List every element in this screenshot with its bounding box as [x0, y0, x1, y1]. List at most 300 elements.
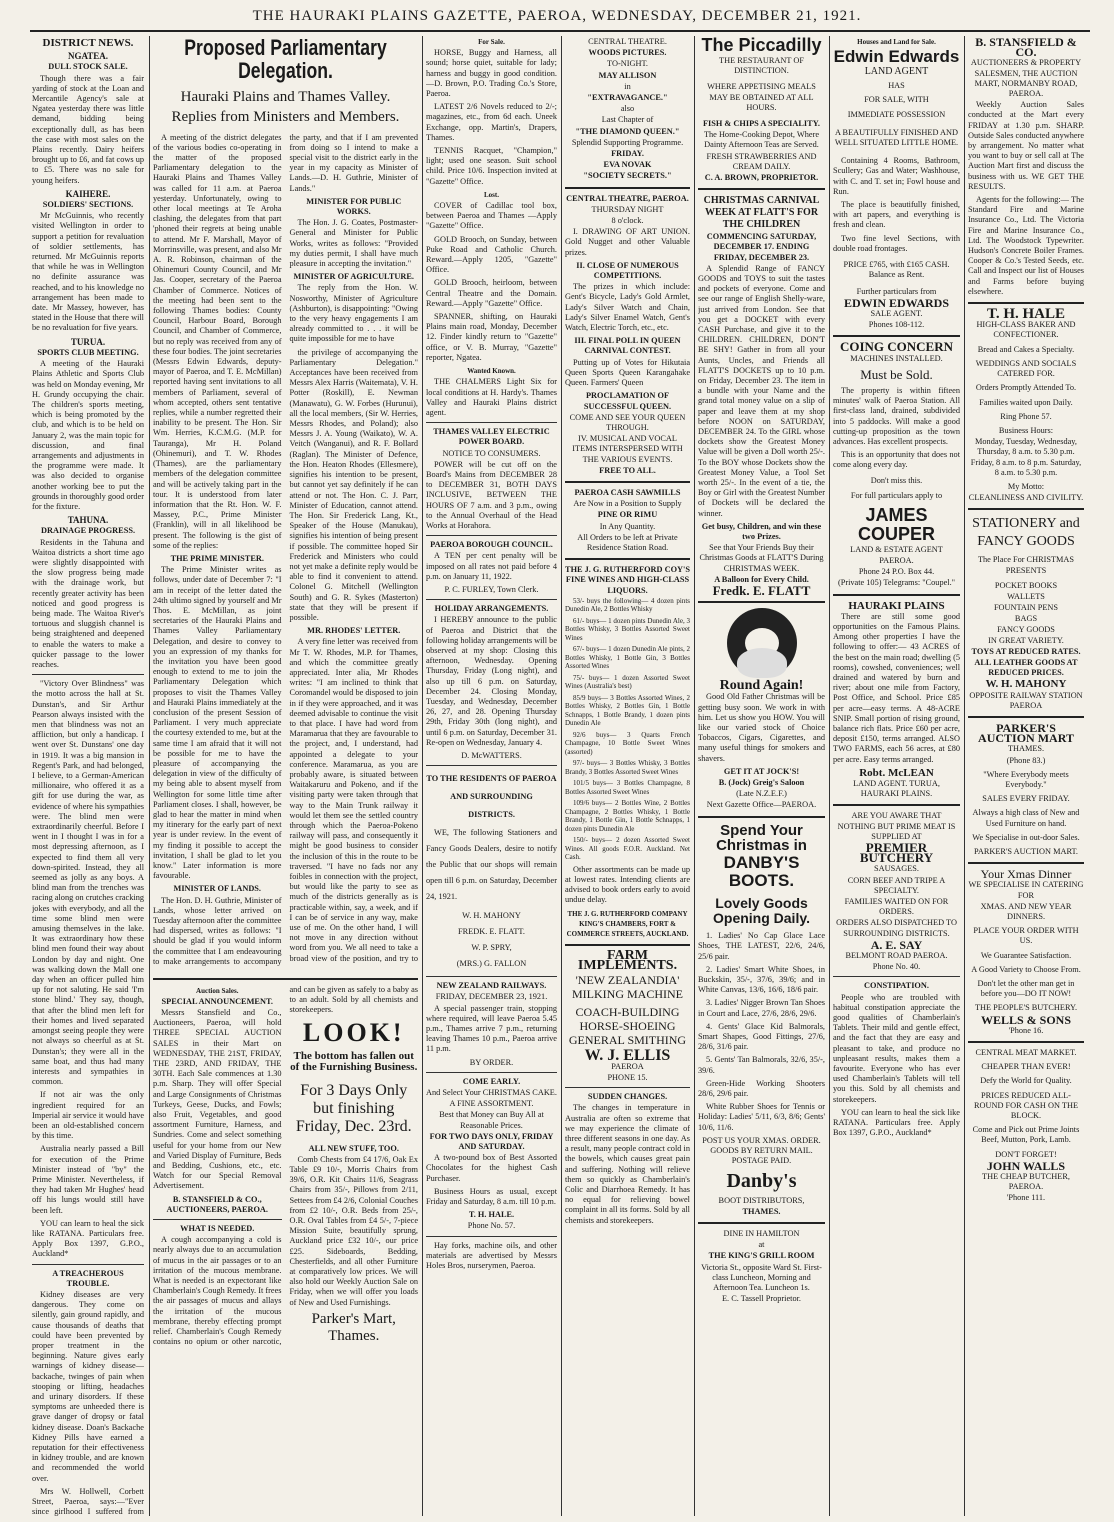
ad-line: DINE IN HAMILTON [723, 1228, 800, 1238]
ad-line: Don't miss this. [870, 475, 923, 485]
column-rule [964, 36, 965, 1516]
article-heading: SPORTS CLUB MEETING. [37, 347, 139, 357]
danbys-boots: DANBY'S BOOTS. [723, 853, 800, 891]
divider [698, 601, 825, 603]
divider [153, 978, 418, 980]
classified: Hay forks, machine oils, and other materials are advertised by Messrs Holes Bros, nurserymen, Paeroa. [426, 1240, 557, 1271]
ad-line: Get busy, Children, and win these two Prizes. [701, 521, 822, 542]
deck-2: Replies from Ministers and Members. [171, 109, 400, 126]
ratana-ad: YOU can learn to heal the sick like RATANA. Particulars free. Apply Box 1397, G.P.O., Auckland* [833, 1107, 960, 1138]
houses-heading: Houses and Land for Sale. [857, 38, 936, 46]
section-kaihere: KAIHERE. [65, 188, 111, 199]
classified: TENNIS Racquet, "Champion," light; used one season. Suit school child. Price 10/6. Inspection invited at "Gazette" Office. [426, 146, 557, 186]
article-text: A meeting of the Hauraki Plains Athletic and Sports Club was held on Monday evening, Mr H. Grundy occupying the chair. The children's sports meeting, which is being promoted by the club, and which is to be held on January 2, was the main topic for discussion, and final arrangements and adjustments in the programme were made. It was also decided to organise another working bee to put the grounds in thoroughly good order for the fixture. [32, 359, 144, 511]
ad-heading: COME EARLY. [462, 1076, 521, 1086]
film: "EXTRAVAGANCE." [587, 93, 668, 103]
liquor-item: 67/- buys— 1 dozen Dunedin Ale pints, 2 Bottles Whisky, 1 Bottle Gin, 3 Bottles Assorted Wines [565, 645, 690, 671]
ad-text: I. DRAWING OF ART UNION. Gold Nugget and other Valuable prizes. [565, 227, 690, 257]
parkers-auction: PARKER'S AUCTION MART [978, 720, 1074, 746]
ad-text: Other assortments can be made up at lowest rates. Intending clients are advised to book orders early to avoid undue delay. [565, 864, 690, 905]
divider [426, 1072, 557, 1073]
divider [698, 816, 825, 818]
article-heading: CONSTIPATION. [864, 981, 929, 991]
divider [968, 1041, 1084, 1043]
notice-text: A special passenger train, stopping where required, will leave Paeroa 5.45 p.m., Thames arrive 7 p.m., returning leaving Thames 10 p.m., Paeroa arrive 11 p.m. [426, 1003, 557, 1054]
ad-text: The place is beautifully finished, with art papers, and everything is fresh and clean. [833, 200, 960, 230]
ad-line: in [624, 81, 631, 91]
lower-ads [153, 985, 418, 1516]
ad-line: IMMEDIATE POSSESSION [847, 109, 946, 119]
liquor-item: 101/5 buys— 3 Bottles Champagne, 8 Bottles Assorted Sweet Wines [565, 779, 690, 796]
column-classifieds [426, 36, 557, 1516]
ad-line: FRESH STRAWBERRIES AND CREAM DAILY. [706, 151, 817, 171]
ad-line: PAEROA. [879, 555, 914, 565]
classified: THE CHALMERS Light Six for local conditions at H. Hardy's. Thames Valley and Hauraki Plains district agent. [426, 377, 557, 417]
theatre-name: CENTRAL THEATRE. [588, 37, 667, 46]
masthead: THE HAURAKI PLAINS GAZETTE, PAEROA, WEDNESDAY, DECEMBER 21, 1921. [252, 8, 862, 24]
signers [426, 908, 557, 972]
divider [565, 558, 690, 560]
liquor-item: 150/- buys— 2 dozen Assorted Sweet Wines. All goods F.O.R. Auckland. Net Cash. [565, 836, 690, 862]
divider [426, 976, 557, 977]
article-subhead: WHAT IS NEEDED. [180, 1224, 255, 1234]
ad-line: The Home-Cooking Depot, Where Dainty Afternoon Teas are Served. [703, 130, 820, 150]
divider [426, 535, 557, 536]
for-sale-heading: For Sale. [478, 38, 505, 46]
mclean: Robt. McLEAN [859, 766, 934, 779]
liquor-item: 92/6 buys— 3 Quarts French Champagne, 10 Bottle Sweet Wines (assorted) [565, 730, 690, 756]
goods-item: POCKET BOOKS [994, 580, 1058, 590]
shoe-item: 1. Ladies' No Cap Glace Lace Shoes, THE LATEST, 22/6, 24/6, 25/6 pair. [698, 931, 825, 961]
article-subhead: THE PRIME MINISTER. [170, 553, 264, 563]
ad-line: Come and Pick out Prime Joints Beef, Mutton, Pork, Lamb. [972, 1125, 1080, 1145]
column-land-agents [833, 36, 960, 1516]
ad-line: WE SPECIALISE IN CATERING FOR [968, 880, 1084, 900]
ad-line: 8 o'clock. [611, 216, 644, 226]
ad-line: Families waited upon Daily. [979, 397, 1073, 407]
ad-line: II. CLOSE OF NUMEROUS COMPETITIONS. [576, 260, 679, 281]
classified: SPANNER, shifting, on Hauraki Plains main road, Monday, December 12. Finder kindly return to "Gazette" office, or V. B. Murray, "Gazette" reporter, Ngatea. [426, 312, 557, 362]
must-sold: Must be Sold. [860, 366, 933, 382]
flatt: Fredk. E. FLATT [712, 583, 811, 599]
article-text: A cough accompanying a cold is nearly always due to an accumulation of mucus in the air passages or to an irritation of the mucous membrane. What is needed is an expectorant like Chamberlain's Cough Remedy. It frees the air passages of mucus and allays the irritation of the mucous membrane, thereby effecting prompt relief. Chamberlain's Cough Remedy contains no opium or other narcotic, and can be given as safely to a baby as to an adult. Sold by all chemists and storekeepers. [153, 984, 418, 1347]
article-heading: DRAINAGE PROGRESS. [40, 526, 136, 536]
t-h-hale: T. H. HALE [986, 306, 1066, 323]
edwin-edwards: Edwin Edwards [833, 47, 960, 67]
ad-text: The prizes in which include: Gent's Bicycle, Lady's Gold Armlet, Lady's Silver Watch and Chain, Lady's Silver Enamel Watch, Gent's Watch, Electric Torch, etc., etc. [565, 282, 690, 333]
article-text: the privilege of accompanying the Parliamentary Delegation." Acceptances have been received from Messrs Alex Harris (Waitemata), V. H. Potter (Roskill), E. Newman (Manawatu), G. W. Forbes (Hurunui), all the local members, (Sir W. Herries, Messrs Rhodes, and Poland); also Messrs J. A. Young (Waikato), W. A. Veitch (Wanganui), and R. F. Bollard (Raglan). The Minister of Defence, the Hon. Heaton Rhodes (Ellesmere), signifies his intention to be present, but cannot yet say definitely if he can attend or not. The Hon. C. J. Parr, Minister of Education, cannot attend. The Hon. Sir Frederick Lang, Kt., Speaker of the House (Manukau), signifies his intention of being present if possible. The committee hoped Sir Frederick and Ministers who could not yet make a definite reply would be able to find it convenient to attend. Colonel G. Mitchell (Wellington South) and G. R. Sykes (Masterton) state that they will be present if possible. [289, 347, 418, 622]
article-text: People who are troubled with habitual constipation appreciate the good qualities of Chamberlain's Tablets. Their mild and gentle effect, and the fact that they are easy and pleasant to take, and produce no unpleasant results, makes them a favourite. Everyone who has ever used Chamberlain's Tablets will tell you this. Sold by all chemists and storekeepers. [833, 992, 960, 1104]
ad-line: Victoria St., opposite Ward St. First-class Luncheon, Morning and Afternoon Tea. Luncheon 1s. [701, 1262, 822, 1292]
article-text: Residents in the Tahuna and Waitoa districts a short time ago were slightly disappointed with the slow progress being made with the drainage work, but recently greater activity has been noticed and good progress is being made. The Waitoa River's tortuous and sluggish channel is being straightened and deepened to enable the waters to make a quicker passage to the lower reaches. [32, 537, 144, 669]
farm-heading: FARM IMPLEMENTS. [577, 948, 678, 974]
article-text: Comb Chests from £4 17/6, Oak Ex Table £9 10/-, Morris Chairs from 39/6, O.R. Kit Chairs 11/6, Seagrass Chairs from 35/-, Pillows from 2/11, Settees from £4 2/6, Colonial Couches from £2 10/-, O.R. Beds from 25/-, O.R. Oval Tables from £4 5/-, 7-piece Mission Suite, beautifully sprung, Auckland price £32 10/-, our price £25. Sideboards, Bedding, Chesterfields, and all other Furniture at comparatively low prices. We will also hold our Weekly Auction Sale on Friday, when we will offer you loads of New and Used Furnishings. [289, 1154, 418, 1307]
three-days: For 3 Days Only but finishing Friday, Dec. 23rd. [295, 1081, 412, 1135]
ad-line: THAMES. [1007, 744, 1045, 754]
ad-line: HAS [888, 81, 905, 91]
stationery: STATIONERY and FANCY GOODS [972, 516, 1080, 550]
ad-line: B. (Jock) Greig's Saloon [718, 778, 805, 788]
classified: LATEST 2/6 Novels reduced to 2/-; magazines, etc., from 6d each. Uneek Exchange, opp. Martin's, Drapers, Thames. [426, 102, 557, 142]
divider [698, 188, 825, 190]
divider [565, 481, 690, 483]
divider [565, 944, 690, 946]
ad-text: This is an opportunity that does not come along every day. [833, 450, 960, 470]
article-text: Though there was a fair yarding of stock at the Loan and Mercantile Agency's sale at Ngatea yesterday there was little demand, bidding being exceptionally dull, as has been the case with most sales on the Plains recently. Dairy heifers brought up to £6, and fat cows up to £5. There was no sale for young heifers. [32, 73, 144, 185]
divider [698, 1222, 825, 1224]
column-rule [829, 36, 830, 1516]
notice-heading: PAEROA BOROUGH COUNCIL. [430, 540, 553, 550]
ad-line: Ring Phone 57. [1000, 411, 1052, 421]
section-tahuna: TAHUNA. [67, 515, 109, 526]
parkers-mart: Parker's Mart, Thames. [311, 1310, 396, 1344]
ad-line: Don't let the other man get in before you—DO IT NOW! [977, 979, 1075, 999]
masthead-rule [30, 30, 1090, 32]
ad-line: A FINE ASSORTMENT. [449, 1099, 534, 1109]
ad-line: Bread and Cakes a Specialty. [977, 344, 1075, 354]
company: THE J. G. RUTHERFORD COMPANY KING'S CHAMBERS, FORT & COMMERCE STREETS, AUCKLAND. [566, 909, 689, 938]
ad-line: CHEAPER THAN EVER! [981, 1062, 1071, 1072]
liquor-item: 85/9 buys— 3 Bottles Assorted Wines, 2 Bottles Whisky, 2 Bottles Gin, 1 Bottle Schnapps, 1 Bottle Brandy, 1 dozen pints Dunedin Ale [565, 693, 690, 728]
ad-line: Best that Money can Buy All at Reasonable Prices. [439, 1110, 544, 1130]
ad-line: THE CHEAP BUTCHER, PAEROA. [982, 1172, 1070, 1192]
ad-line: TO-NIGHT. [607, 59, 648, 69]
santa-illustration [727, 608, 797, 678]
ad-line: THE KING'S GRILL ROOM [708, 1251, 815, 1261]
notice-sub: NOTICE TO CONSUMERS. [442, 448, 541, 458]
column-piccadilly [698, 36, 825, 1516]
section-turua: TURUA. [70, 336, 106, 347]
ad-line: TOYS AT REDUCED RATES. [971, 646, 1081, 656]
goods-item: FANCY GOODS [997, 624, 1055, 634]
article-text: A meeting of the district delegates of the various bodies co-operating in the matter of the proposed Parliamentary delegation to the Hauraki Plains and Thames Valley was called for 11 a.m. at Paeroa yesterday. Unfortunately, owing to other local meetings at Te Aroha clashing, the delegates from that part 'phoned their regrets at being unable to attend. Mr F. Marshall, Mayor of Morrinsville, was present, and also Mr A. R. Robinson, chairman of the Ohinemuri County Council, and Mr Jas. Cooper, secretary of the Paeroa Chamber of Commerce. Notices of the meeting had been sent to the following Thames bodies: County Council, Harbour Board, Borough Council, and Chamber of Commerce, but no reply was received from any of these four bodies. The joint secretaries (Messrs Edwin Edwards, deputy-mayor of Paeroa, and T. E. McMillan) reported having sent invitations to all members of Parliament, several of whom accepted, others sent tentative replies, while a number regretted their inability to be present. The Hon. Sir Wm. Herries, K.C.M.G. (M.P. for Tauranga), Mr H. Poland (Ohinemuri), and T. W. Rhodes (Thames), are the parliamentary members of the delegation committee and will be actively taking part in the tour. It is understood from later information that the Rt. Hon. W. F. Massey, P.C., Prime Minister (Franklin), will in all likelihood be present. The following is the gist of some of the replies: [153, 132, 282, 550]
classified: HORSE, Buggy and Harness, all sound; horse quiet, suitable for lady; harness and buggy in good condition.—D. Brown, P.O. Trading Co.'s Store, Paeroa. [426, 48, 557, 99]
ad-line: AUCTIONEERS & PROPERTY SALESMEN, THE AUCTION MART, NORMANBY ROAD, PAEROA. [970, 58, 1082, 99]
ad-line: In Any Quantity. [599, 521, 656, 531]
signature: B. STANSFIELD & CO., AUCTIONEERS, PAEROA. [166, 1194, 268, 1214]
ad-line: ARE YOU AWARE THAT NOTHING BUT PRIME MEAT IS SUPPLIED AT [837, 811, 956, 841]
ad-line: And Select Your CHRISTMAS CAKE. [426, 1088, 557, 1098]
ad-line: FISH & CHIPS A SPECIALITY. [702, 118, 821, 128]
column-rule [422, 36, 423, 1516]
notice-text: I HEREBY announce to the public of Paeroa and District that the following holiday arrangements will be observed at my shop: Closing this afternoon, Wednesday. Opening Thursday, Friday (Long night), and also up till 6 p.m. on Saturday, December 24. Closing Monday, Tuesday, and Wednesday, December 26, 27, and 28. Opening Thursday 29th, Friday 30th (long night), and until 6 p.m. on Saturday, December 31. Re-open on Wednesday, January 4. [426, 615, 557, 747]
article-heading: DULL STOCK SALE. [48, 62, 128, 72]
ad-line: WHERE APPETISING MEALS MAY BE OBTAINED AT ALL HOURS. [707, 82, 816, 112]
ad-line: Always a high class of New and Used Furniture on hand. [972, 808, 1080, 828]
ad-line: We Guarantee Satisfaction. [980, 950, 1072, 960]
article-text: "Victory Over Blindness" was the motto across the hall at St. Dunstan's, and Sir Arthur Pearson always insisted with the men that blindness was not an affliction, but only a handicap. I went over St. Dunstans' one day in 1919. It was a big mansion in Regent's Park, and had belonged, I believe, to a German-American millionaire, who offered it as a gift for use during the war, as evidence of where his sympathies were. The blind men were extraordinarily cheerful. Before I went in I thought I was in for a most depressing afternoon, as I expected to find them all very down-spirited. Instead, they all seemed as jolly as any boys. A blind man from the trenches was racing along on crutches cracking jokes with everybody, and all the time some blind men were amusing themselves in the lake. It was extraordinary how these blind men found their way about London by day and night. One was walking down the Mall one day when an officer pulled him up for not saluting. He said 'I'm stone blind.' They say, though, that after the blind men left for their homes and lived separated amongst seeing people they were not always so cheerful as at St. Dunstan's; they were all in the same boat, and thus had many interests and sympathies in common. [32, 679, 144, 1087]
signature: BY ORDER. [469, 1057, 514, 1067]
ad-line: A Good Variety to Choose From. [971, 964, 1081, 974]
headline: Proposed Parliamentary Delegation. [184, 36, 387, 84]
article-body [153, 133, 418, 973]
ad-line: Orders Promptly Attended To. [975, 383, 1077, 393]
danby-logo: Danby's [726, 1169, 797, 1192]
ad-line: CLEANLINESS AND CIVILITY. [968, 493, 1084, 503]
ad-heading: PAEROA CASH SAWMILLS [574, 487, 681, 497]
shoe-item: 3. Ladies' Nigger Brown Tan Shoes in Court and Lace, 27/6, 28/6, 29/6. [698, 998, 825, 1018]
divider [426, 599, 557, 600]
article-text: The reply from the Hon. W. Nosworthy, Minister of Agriculture (Ashburton), is disappointing: "Owing to the very heavy engagements I am already committed to . . . it will be quite impossible for me to have [289, 283, 418, 344]
ad-line: FOR TWO DAYS ONLY, FRIDAY AND SATURDAY. [429, 1131, 554, 1152]
ad-line: XMAS. AND NEW YEAR DINNERS. [980, 901, 1072, 921]
signature: P. C. FURLEY, Town Clerk. [444, 584, 539, 594]
stansfield: B. STANSFIELD & CO. [975, 36, 1077, 60]
article-text: Kidney diseases are very dangerous. They come on silently, gain ground rapidly, and cause thousands of deaths that could have been prevented by proper treatment in the beginning. Nature gives early warnings of kidney disease—backache, twinges of pain when stooping or lifting, headaches and urinary disorders. If these symptoms are unheeded there is grave danger of dropsy or fatal kidney disease. Doan's Backache Kidney Pills have earned a reputation for their effectiveness in kidney trouble, and are known and recommended the world over. [32, 1289, 144, 1483]
shoe-item: 2. Ladies' Smart White Shoes, in Buckskin, 35/-, 37/6, 39/6; and in White Canvas, 13/6, 16/6, 18/6 pair. [698, 964, 825, 995]
ad-line: FOR SALE, WITH [864, 95, 929, 105]
ad-line: FAMILIES WAITED ON FOR ORDERS. [844, 897, 949, 917]
divider [426, 765, 557, 766]
ellis: W. J. ELLIS [584, 1046, 671, 1064]
goods-item: IN GREAT VARIETY. [988, 635, 1064, 645]
ad-line: PHONE 15. [607, 1072, 648, 1082]
notice-heading: NEW ZEALAND RAILWAYS. [436, 981, 547, 991]
goods-list [968, 580, 1084, 646]
signer: (MRS.) G. FALLON [456, 959, 527, 969]
star: MAY ALLISON [598, 70, 657, 80]
xmas-dinner: Your Xmas Dinner [980, 867, 1072, 882]
ad-text: A two-pound box of Best Assorted Chocolates for the highest Cash Purchaser. [426, 1153, 557, 1183]
new-stuff: ALL NEW STUFF, TOO. [308, 1143, 399, 1153]
special-heading: SPECIAL ANNOUNCEMENT. [161, 996, 273, 1006]
column-rule [561, 36, 562, 1516]
ad-line: Phone 24 P.O. Box 44. [858, 567, 935, 577]
ad-text: Agents for the following:— The Standard Fire and Marine Insurance Co., Ltd. The Victoria Fire and Marine Insurance Co., Ltd. The Woodstock Typewriter. Hudson's Concrete Boiler Frames. Cooper & Co.'s Tested Seeds, etc. Call and Inspect our list of Houses and Farms before buying elsewhere. [968, 195, 1084, 296]
article-text: The changes in temperature in Australia are often so extreme that we may experience the climate of three different seasons in one day. As a result, many people contract cold in the bowels, which causes great pain and suffering. Nothing will relieve them so quickly as Chamberlain's Colic and Diarrhoea Remedy. It has no equal for relieving bowel complaint in all its forms. Sold by all chemists and storekeepers. [565, 1103, 690, 1225]
classified: GOLD Brooch, heirloom, between Central Theatre and the Domain. Reward.—Apply "Gazette" Office. [426, 278, 557, 308]
lost-heading: Lost. [484, 190, 499, 199]
ad-line: "Where Everybody meets Everybody." [983, 769, 1069, 789]
classified: COVER of Cadillac tool box, between Paeroa and Thames —Apply "Gazette" Office. [426, 201, 557, 231]
ad-line: We Specialise in out-door Sales. [972, 832, 1080, 842]
ad-line: BOOT DISTRIBUTORS, [718, 1195, 805, 1205]
divider [968, 508, 1084, 510]
ad-line: Phone No. 40. [872, 962, 921, 972]
ad-text: The property is within fifteen minutes' walk of Paeroa Station. All first-class land, drained, subdivided into 5 paddocks. Will make a good cutting-up proposition as the town advances. Has excellent prospects. [833, 385, 960, 446]
article-text: Mr McGuinnis, who recently visited Wellington in order to support a petition for revaluation of soldier settlements, has returned. Mr McGuinnis reports that while he was in Wellington no definite assurance was reached, and to his knowledge no arrangement has been made to date. Mr Massey, however, has stated in the House that there will be no revaluation for five years. [32, 211, 144, 333]
star: EVA NOVAK [603, 160, 652, 170]
divider [833, 804, 960, 806]
ad-line: LAND AGENT [864, 66, 929, 78]
ad-line: THAMES. [742, 1206, 781, 1216]
ad-line: GET IT AT JOCK'S! [723, 766, 800, 776]
ad-text: There are still some good opportunities on the Famous Plains. Among other properties I have the following to offer:— 43 ACRES of the best on the main road; dwelling (5 rooms), cowshed, conveniences; well drained and watered by burn and river; about one mile from Factory, Post Office, and School. Price £85 per acre—easy terms. A 48-ACRE SNIP. Small portion of rising ground, balance rich flats. Price £60 per acre, deposit £150, terms arranged. ALSO TWO FARMS, each 56 acres, at £80 per acre. Easy terms arranged. [833, 611, 960, 764]
coach: COACH-BUILDING HORSE-SHOEING GENERAL SMITHING [568, 1004, 687, 1047]
article-text: Messrs Stansfield and Co., Auctioneers, Paeroa, will hold THREE SPECIAL AUCTION SALES in their Mart on WEDNESDAY, THE 21ST, FRIDAY, THE 23RD, AND FRIDAY, THE 30TH. Each Sale commences at 1.30 p.m. Sharp. They will offer Special and Large Consignments of Christmas Turkeys, Geese, Ducks, and Fowls; also Fruit, Vegetables, and good assortment Furniture, Harness, and Sundries. Come and select something useful for your home from our New and Varied Display of Furniture, Beds and Bedding, Cushions, etc., etc. Watch for our Special Removal Advertisement. [153, 1008, 282, 1191]
column-rule [694, 36, 695, 1516]
look-sub: The bottom has fallen out of the Furnishing Business. [290, 1049, 418, 1074]
ad-line: at [758, 1240, 765, 1250]
theatre-name: CENTRAL THEATRE, PAEROA. [566, 193, 689, 203]
ad-line: My Motto: [1007, 481, 1045, 491]
ad-line: PLACE YOUR ORDER WITH US. [973, 926, 1079, 946]
notice-text: WE, The following Stationers and Fancy Goods Dealers, desire to notify the Public that our shops will remain open till 6 p.m. on Saturday, December 24, 1921. [426, 828, 557, 902]
divider [833, 594, 960, 596]
premier-butchery: PREMIER BUTCHERY [859, 840, 934, 866]
wells-sons: WELLS & SONS [980, 1012, 1072, 1027]
ad-line: (Late N.Z.E.F.) [736, 789, 787, 799]
notice-heading: HOLIDAY ARRANGEMENTS. [434, 604, 549, 614]
pictures: WOODS PICTURES. [588, 48, 667, 58]
ad-line: CORN BEEF AND TRIPE A SPECIALTY. [847, 875, 946, 895]
ad-line: A BEAUTIFULLY FINISHED AND WELL SITUATED LITTLE HOME. [834, 127, 959, 148]
district-news-title: DISTRICT NEWS. [42, 37, 134, 49]
divider [833, 976, 960, 977]
ad-line: C. A. BROWN, PROPRIETOR. [704, 172, 819, 182]
shoe-item: 5. Gents' Tan Balmorals, 32/6, 35/-, 39/6. [698, 1055, 825, 1075]
column-theatre [565, 36, 690, 1516]
divider [833, 335, 960, 337]
divider [426, 422, 557, 423]
ratana-ad: YOU can learn to heal the sick like RATANA. Particulars free. Apply Box 1397, G.P.O., Auckland* [32, 1218, 144, 1259]
ad-line: Last Chapter of [601, 115, 654, 125]
divider [968, 862, 1084, 864]
notice-heading: TO THE RESIDENTS OF PAEROA AND SURROUNDING DISTRICTS. [426, 774, 557, 820]
ad-line: PAEROA [611, 1061, 644, 1071]
goods-item: BAGS [1014, 613, 1038, 623]
ad-line: 'Phone 111. [1006, 1193, 1046, 1203]
notice-text: POWER will be cut off on the Board's Mains from DECEMBER 28 to DECEMBER 31, BOTH DAYS INCLUSIVE, BETWEEN THE HOURS OF 7 a.m. and 3 p.m., owing to the Annual Overhaul of the Head Works at Horahora. [426, 459, 557, 530]
ad-line: DON'T FORGET! [995, 1149, 1057, 1159]
ad-line: FREE TO ALL. [599, 465, 656, 475]
signature: T. H. HALE. [468, 1210, 515, 1220]
article-text: Australia nearly passed a Bill for execution of the Prime Minister instead of "by" the Prime Minister. Nevertheless, if they had taken Mr Hughes' head off his lungs would still have been left. [32, 1144, 144, 1215]
liquor-item: 109/6 buys— 2 Bottles Wine, 2 Bottles Champagne, 2 Bottles Whisky, 1 Bottle Brandy, 1 Bottle Gin, 1 Bottle Schnapps, 1 dozen pints Dunedin Ale [565, 799, 690, 833]
wanted-heading: Wanted Known. [467, 367, 516, 376]
column-district-news [32, 36, 144, 1516]
ad-line: SALE AGENT. [870, 308, 923, 318]
ad-text: Two fine level Sections, with double road frontages. [833, 233, 960, 253]
ad-line: CENTRAL MEAT MARKET. [975, 1048, 1077, 1058]
lovely-goods: Lovely Goods Opening Daily. [713, 894, 810, 926]
ad-line: MACHINES INSTALLED. [850, 353, 943, 363]
liquor-list [565, 597, 690, 862]
divider [968, 302, 1084, 304]
divider [32, 1264, 144, 1265]
divider [565, 1087, 690, 1088]
phone: Phone No. 57. [467, 1221, 516, 1231]
article-text: If not air was the only ingredient required for an Imperial air service it would have been an old-established concern by this time. [32, 1090, 144, 1141]
article-text: The Hon. J. G. Coates, Postmaster-General and Minister for Public Works, writes as follows: "Provided my duties permit, I shall have much pleasure in accepting the invitation." [289, 218, 418, 269]
ad-line: POST US YOUR XMAS. ORDER. GOODS BY RETURN MAIL. POSTAGE PAID. [702, 1135, 821, 1166]
ad-line: HIGH-CLASS BAKER AND CONFECTIONER. [976, 320, 1076, 340]
deck-1: Hauraki Plains and Thames Valley. [180, 89, 391, 106]
ad-line: COME AND SEE YOUR QUEEN THROUGH. [569, 412, 686, 432]
ad-text: Weekly Auction Sales conducted at the Mart every FRIDAY at 1.30 p.m. SHARP. Outside Sales conducted anywhere by arrangement. No matter what you want to buy or sell call at The Auction Mart first and discuss the business with us. WE GET THE RESULTS. [968, 100, 1084, 191]
ad-line: SALES EVERY FRIDAY. [982, 794, 1070, 804]
ad-line: All Orders to be left at Private Residence Station Road. [577, 532, 678, 552]
ad-line: Next Gazette Office—PAEROA. [706, 800, 817, 810]
shoe-item: White Rubber Shoes for Tennis or Holiday: Ladies' 5/11, 6/3, 8/6; Gents' 10/6, 11/6. [698, 1102, 825, 1132]
notice-sub: FRIDAY, DECEMBER 23, 1921. [435, 992, 548, 1002]
signature: D. McWATTERS. [461, 751, 522, 760]
ad-line: Splendid Supporting Programme. [571, 137, 684, 147]
article-text: The Hon. D. H. Guthrie, Minister of Lands, whose letter arrived on Tuesday afternoon after the committee had dispersed, writes as follows: "I should be glad if you would inform the committee that I am endeavouring to make arrangements to accompany the party, and that if I am prevented from doing so I intend to make a special visit to the district early in the year in my capacity as Minister of Lands.—D. H. Guthrie, Minister of Lands." [153, 132, 418, 966]
ad-line: See that Your Friends Buy their Christmas Goods at FLATT'S During CHRISTMAS WEEK. [699, 543, 824, 573]
piccadilly: The Piccadilly [701, 36, 822, 55]
a-e-say: A. E. SAY [870, 937, 923, 952]
ad-line: THE RESTAURANT OF DISTINCTION. [719, 55, 804, 76]
section-ngatea: NGATEA. [67, 51, 109, 62]
classified: GOLD Brooch, on Sunday, between Puke Road and Catholic Church. Reward.—Apply 1205, "Gazette" Office. [426, 234, 557, 275]
ad-text: Containing 4 Rooms, Bathroom, Scullery; Gas and Water; Washhouse, with C. and T. set in; Fowl house and Run. [833, 156, 960, 196]
article-subhead: MINISTER FOR PUBLIC WORKS. [306, 196, 402, 217]
ad-line: Business Hours: [998, 425, 1054, 435]
ad-line: For full particulars apply to [850, 490, 943, 500]
divider [32, 674, 144, 675]
ad-line: also [620, 104, 635, 114]
shoe-item: Green-Hide Working Shooters 28/6, 29/6 pair. [698, 1078, 825, 1099]
divider [968, 716, 1084, 718]
signer: W. P. SPRY, [471, 943, 512, 953]
article-subhead: MINISTER OF AGRICULTURE. [293, 272, 414, 282]
liquor-item: 97/- buys— 3 Bottles Whisky, 3 Bottles Brandy, 3 Bottles Assorted Sweet Wines [565, 759, 690, 776]
ad-line: Monday, Tuesday, Wednesday, Thursday, 8 a.m. to 5.30 p.m. Friday, 8 a.m. to 8 p.m. Saturday, 8 a.m. to 5.30 p.m. [970, 437, 1082, 477]
ad-line: III. FINAL POLL IN QUEEN CARNIVAL CONTEST. [574, 336, 681, 356]
ad-line: Phones 108-112. [868, 320, 925, 330]
article-subhead: MR. RHODES' LETTER. [307, 626, 401, 636]
ad-line: PINE OR RIMU [597, 510, 658, 520]
article-subhead: MINISTER OF LANDS. [173, 884, 261, 894]
ad-heading: THE J. G. RUTHERFORD COY'S FINE WINES AND HIGH-CLASS LIQUORS. [565, 565, 690, 595]
ad-line: ORDERS ALSO DISPATCHED TO SURROUNDING DISTRICTS. [836, 918, 957, 938]
ad-line: Further particulars from [856, 286, 937, 296]
article-text: Mrs W. Hollwell, Corbett Street, Paeroa, says:—"Ever since girlhood I suffered from [32, 1486, 144, 1516]
ad-line: PROCLAMATION OF SUCCESSFUL QUEEN. [583, 391, 672, 411]
ad-text: Good Old Father Christmas will be getting busy soon. We work in with him. Let us show you HOW. You will like our varied stock of Choice Tobaccos, Cigars, Cigarettes, and many useful things for smokers and shavers. [698, 692, 825, 763]
ad-line: OPPOSITE RAILWAY STATION PAEROA [969, 690, 1083, 710]
ad-line: LAND AGENT. TURUA, HAURAKI PLAINS. [853, 779, 940, 799]
ad-line: 'Phone 16. [1008, 1025, 1044, 1035]
column-businesses [968, 36, 1084, 1516]
notice-text: A TEN per cent penalty will be imposed on all rates not paid before 4 p.m. on January 11, 1922. [426, 551, 557, 581]
ad-text: Business Hours as usual, except Friday and Saturday, 8 a.m. till 10 p.m. [426, 1186, 557, 1207]
liquor-item: 61/- buys— 1 dozen pints Dunedin Ale, 3 Bottles Whisky, 3 Bottles Assorted Sweet Wines [565, 616, 690, 642]
coing-concern: COING CONCERN [839, 339, 954, 355]
goods-item: WALLETS [1007, 591, 1045, 601]
ad-line: FRIDAY. [611, 149, 644, 159]
ad-text: Putting up of Votes for Hikutaia Queen Sports Queen Karangahake Queen. Farmers' Queen [565, 357, 690, 388]
goods-item: FOUNTAIN PENS [993, 602, 1059, 612]
column-delegation [153, 36, 418, 1516]
ad-line: ALL LEATHER GOODS AT REDUCED PRICES. [974, 657, 1078, 678]
spend-heading: Spend Your Christmas in [716, 821, 807, 855]
auction-heading: Auction Sales. [196, 986, 239, 995]
ad-line: THE PEOPLE'S BUTCHERY. [974, 1003, 1078, 1013]
ad-line: LAND & ESTATE AGENT [850, 544, 943, 554]
notice-heading: THAMES VALLEY ELECTRIC POWER BOARD. [433, 427, 550, 447]
column-rule [149, 36, 150, 1516]
milking: 'NEW ZEALANDIA' MILKING MACHINE [572, 972, 683, 1001]
ad-line: PRICES REDUCED ALL-ROUND FOR CASH ON THE BLOCK. [973, 1090, 1079, 1121]
shoe-item: 4. Gents' Glace Kid Balmorals, Smart Shapes, Good Fittings, 27/6, 28/6, 31/6 pair. [698, 1021, 825, 1052]
james-couper: JAMES COUPER [857, 504, 935, 544]
ad-line: Defy the World for Quality. [980, 1076, 1072, 1086]
ad-line: WEDDINGS AND SOCIALS CATERED FOR. [975, 358, 1077, 379]
ad-line: IV. MUSICAL AND VOCAL ITEMS INTERSPERSED WITH THE VARIOUS EVENTS. [572, 434, 683, 464]
liquor-item: 75/- buys— 1 dozen Assorted Sweet Wines (Australia's best) [565, 673, 690, 691]
ad-line: (Private 105) Telegrams: "Coupel." [837, 578, 956, 588]
divider [426, 1236, 557, 1237]
ad-line: SAUSAGES. [874, 864, 919, 874]
mahony: W. H. MAHONY [985, 678, 1067, 691]
ad-text: A Splendid Range of FANCY GOODS and TOYS to suit the tastes and pockets of everyone. Come and see our range of English Shelly-ware, just arrived from London. See that you get a DOCKET with every CASH Purchase, and give it to the CHILDREN. CHILDREN, DON'T BE SHY! Gather in from all your Aunts, Uncles, and Friends all FLATT'S DOCKETS up to 10 p.m. on Friday, December 23. The item in a bundle with your Name and the grand total money value on a slip of paper and leave them at my shop before NOON on SATURDAY, DECEMBER 24. To the GIRL whose dockets show the Greatest Money Value will be given a Doll worth 25/-. To the BOY whose Dockets show the Greatest Money Value, a Tool Set worth 25/-. In the event of a tie, the Boy or Girl with the Greatest Number of Dockets will be declared the winner. [698, 263, 825, 518]
divider [565, 187, 690, 189]
look-heading: LOOK! [302, 1018, 405, 1048]
article-text: The Prime Minister writes as follows, under date of December 7: "I am in receipt of the letter dated the 24th ultimo signed by yourself and Mr Thos. E. McMillan, as joint secretaries of the Hauraki Plains and Thames Valley Parliamentary Delegation, and desire to convey to you an expression of my thanks for the invitation you have been good enough to extend to me to join the Parliamentary Delegation which proposes to visit the Thames Valley and Hauraki Plains immediately at the conclusion of the present Session of Parliament. I very much appreciate the courtesy extended to me, but at the same time I am afraid that it will not be possible for me to have the pleasure of accompanying the delegation in view of the difficulty of my being able to absent myself from Wellington for some little time after Parliament closes. I shall, however, be glad to hear the matter in mind when my itinerary for the early part of next year is under review. In the event of my finding it possible to accept the invitation, I shall be glad to let you know." Later information is more favourable. [153, 565, 282, 881]
article-heading: SOLDIERS' SECTIONS. [42, 200, 134, 210]
